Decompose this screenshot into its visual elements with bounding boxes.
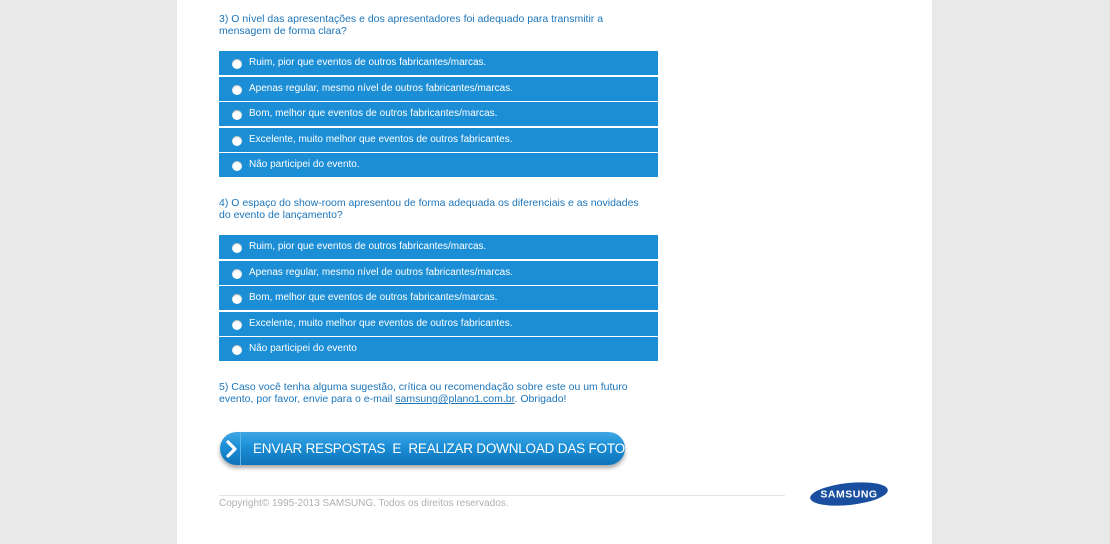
question-5-suffix: . Obrigado! [514,393,567,405]
q3-option-ruim[interactable] [219,51,658,75]
radio-button[interactable] [232,243,242,253]
survey-page [177,0,932,544]
option-label: Ruim, pior que eventos de outros fabricantes/marcas. [249,57,487,68]
question-3-options [219,51,658,179]
submit-download-button[interactable] [220,432,634,465]
q4-option-bom[interactable] [219,286,658,310]
question-5-prefix: 5) Caso você tenha alguma sugestão, crítica ou recomendação sobre este ou um futuro evento, por favor, envie para o e-mail [219,381,628,405]
question-4-options [219,235,658,363]
radio-button[interactable] [232,136,242,146]
q4-option-excelente[interactable] [219,312,658,336]
radio-button[interactable] [232,59,242,69]
option-label: Bom, melhor que eventos de outros fabricantes/marcas. [249,292,498,303]
radio-button[interactable] [232,85,242,95]
option-label: Excelente, muito melhor que eventos de outros fabricantes. [249,133,513,145]
q3-option-regular[interactable] [219,77,658,101]
radio-button[interactable] [232,294,242,304]
option-label: Excelente, muito melhor que eventos de outros fabricantes. [249,317,513,329]
q3-option-bom[interactable] [219,102,658,126]
q4-option-nao-participei[interactable] [219,337,658,361]
question-3-text: 3) O nível das apresentações e dos apresentadores foi adequado para transmitir a mensagem de forma clara? [219,13,604,37]
copyright-text: Copyright© 1995-2013 SAMSUNG. Todos os direitos reservados. [219,498,509,509]
chevron-right-icon [224,432,240,465]
q4-option-regular[interactable] [219,261,658,285]
option-label: Bom, melhor que eventos de outros fabricantes/marcas. [249,108,498,119]
radio-button[interactable] [232,345,242,355]
question-4-text: 4) O espaço do show-room apresentou de forma adequada os diferenciais e as novidades do evento de lançamento? [219,197,639,221]
button-divider [240,432,241,465]
samsung-logo [809,480,889,508]
footer-divider [219,495,785,496]
option-label: Não participei do evento [249,343,357,354]
option-label: Apenas regular, mesmo nível de outros fabricantes/marcas. [249,266,514,278]
email-link[interactable]: samsung@plano1.com.br [395,393,515,405]
option-label: Apenas regular, mesmo nível de outros fabricantes/marcas. [249,82,514,94]
q4-option-ruim[interactable] [219,235,658,259]
radio-button[interactable] [232,110,242,120]
logo-text: SAMSUNG [820,488,878,501]
submit-button-label: ENVIAR RESPOSTAS E REALIZAR DOWNLOAD DAS FOTOS [253,441,634,456]
option-label: Ruim, pior que eventos de outros fabricantes/marcas. [249,241,487,252]
radio-button[interactable] [232,269,242,279]
question-5-text [219,381,664,405]
option-label: Não participei do evento. [249,159,360,170]
radio-button[interactable] [232,161,242,171]
radio-button[interactable] [232,320,242,330]
q3-option-nao-participei[interactable] [219,153,658,177]
q3-option-excelente[interactable] [219,128,658,152]
